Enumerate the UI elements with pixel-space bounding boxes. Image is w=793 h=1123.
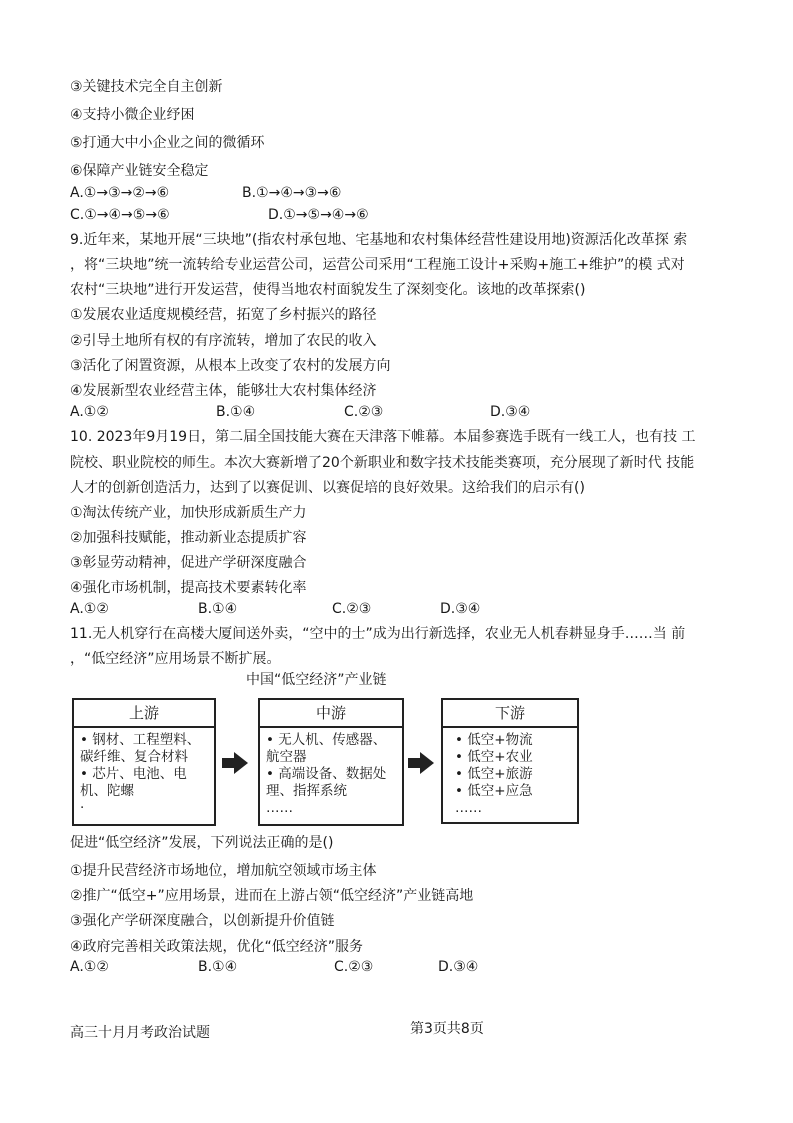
q10-item-4: ④强化市场机制，提高技术要素转化率 [70, 580, 307, 596]
midstream-item-more: …… [266, 800, 293, 816]
q10-stem-line2: 院校、职业院校的师生。本次大赛新增了20个新职业和数字技术技能类赛项，充分展现了新时代 技能 [70, 455, 695, 471]
downstream-header: 下游 [443, 700, 577, 728]
downstream-item-tourism: • 低空+旅游 [455, 766, 533, 782]
upstream-box [72, 698, 216, 826]
midstream-header: 中游 [260, 700, 402, 728]
q10-option-b: B.①④ [198, 601, 238, 617]
q9-option-c: C.②③ [344, 404, 384, 420]
q9-item-4: ④发展新型农业经营主体，能够壮大农村集体经济 [70, 383, 377, 399]
q10-option-a: A.①② [70, 601, 109, 617]
q10-item-3: ③彰显劳动精神，促进产学研深度融合 [70, 555, 307, 571]
q9-option-b: B.①④ [216, 404, 256, 420]
downstream-item-logistics: • 低空+物流 [455, 732, 533, 748]
q8-option-c: C.①→④→⑤→⑥ [70, 207, 170, 223]
q9-option-d: D.③④ [490, 404, 531, 420]
midstream-box [258, 698, 404, 826]
q8-item-6: ⑥保障产业链安全稳定 [70, 163, 209, 179]
q10-item-2: ②加强科技赋能，推动新业态提质扩容 [70, 530, 307, 546]
q9-item-1: ①发展农业适度规模经营，拓宽了乡村振兴的路径 [70, 307, 377, 323]
downstream-item-agriculture: • 低空+农业 [455, 749, 533, 765]
q11-item-2: ②推广“低空+”应用场景，进而在上游占领“低空经济”产业链高地 [70, 888, 474, 904]
q10-stem-line1: 10. 2023年9月19日，第二届全国技能大赛在天津落下帷幕。本届参赛选手既有一线工人，也有技 工 [70, 429, 696, 445]
midstream-item-aircraft: • 无人机、传感器、航空器 [266, 732, 387, 765]
q11-option-d: D.③④ [438, 959, 479, 975]
upstream-header: 上游 [74, 700, 214, 728]
q9-option-a: A.①② [70, 404, 109, 420]
q9-stem-line2: ，将“三块地”统一流转给专业运营公司，运营公司采用“工程施工设计+采购+施工+维护”的模 式对 [70, 257, 685, 273]
q11-stem-line1: 11.无人机穿行在高楼大厦间送外卖，“空中的士”成为出行新选择，农业无人机春耕显身手……当 前 [70, 626, 686, 642]
q9-item-2: ②引导土地所有权的有序流转，增加了农民的收入 [70, 333, 377, 349]
q10-item-1: ①淘汰传统产业，加快形成新质生产力 [70, 505, 307, 521]
q10-stem-line3: 人才的创新创造活力，达到了以赛促训、以赛促培的良好效果。这给我们的启示有() [70, 480, 585, 496]
upstream-item-materials: • 钢材、工程塑料、碳纤维、复合材料 [80, 732, 201, 765]
q10-option-c: C.②③ [332, 601, 372, 617]
footer-page-number: 第3页共8页 [410, 1021, 484, 1037]
q11-option-c: C.②③ [334, 959, 374, 975]
upstream-item-components: • 芯片、电池、电机、陀螺 [80, 766, 187, 799]
q11-option-b: B.①④ [198, 959, 238, 975]
q11-item-3: ③强化产学研深度融合，以创新提升价值链 [70, 913, 335, 929]
midstream-item-systems: • 高端设备、数据处理、指挥系统 [266, 766, 387, 799]
diagram-title: 中国“低空经济”产业链 [246, 672, 387, 688]
q9-stem-line3: 农村“三块地”进行开发运营，使得当地农村面貌发生了深刻变化。该地的改革探索() [70, 282, 586, 298]
q11-item-1: ①提升民营经济市场地位，增加航空领域市场主体 [70, 863, 377, 879]
q11-item-4: ④政府完善相关政策法规，优化“低空经济”服务 [70, 939, 364, 955]
q8-item-3: ③关键技术完全自主创新 [70, 79, 223, 95]
q8-item-4: ④支持小微企业纾困 [70, 107, 195, 123]
q10-option-d: D.③④ [440, 601, 481, 617]
downstream-item-emergency: • 低空+应急 [455, 783, 533, 799]
q11-question: 促进“低空经济”发展，下列说法正确的是() [70, 835, 334, 851]
q8-item-5: ⑤打通大中小企业之间的微循环 [70, 135, 265, 151]
q8-option-a: A.①→③→②→⑥ [70, 185, 170, 201]
q9-item-3: ③活化了闲置资源，从根本上改变了农村的发展方向 [70, 358, 391, 374]
upstream-item-more: · [80, 800, 85, 816]
downstream-box [441, 698, 579, 824]
q8-option-d: D.①→⑤→④→⑥ [268, 207, 369, 223]
q9-stem-line1: 9.近年来，某地开展“三块地”(指农村承包地、宅基地和农村集体经营性建设用地)资源活化改革探 索 [70, 232, 688, 248]
footer-exam-title: 高三十月月考政治试题 [70, 1025, 210, 1041]
q11-stem-line2: ，“低空经济”应用场景不断扩展。 [70, 651, 281, 667]
downstream-item-more: …… [455, 800, 482, 816]
q11-option-a: A.①② [70, 959, 109, 975]
q8-option-b: B.①→④→③→⑥ [242, 185, 342, 201]
